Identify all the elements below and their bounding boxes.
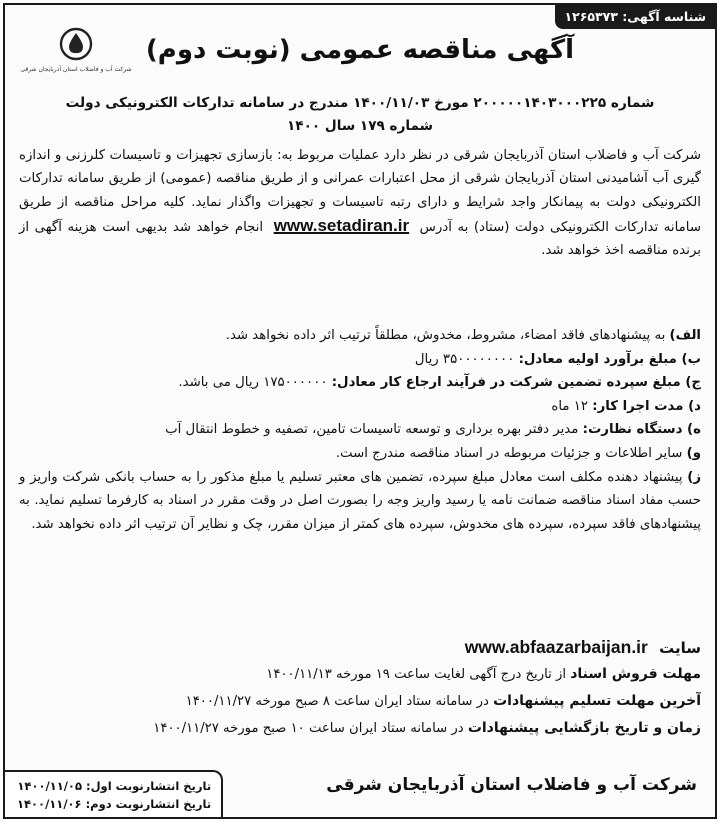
deadlines-list xyxy=(19,661,701,742)
condition-c xyxy=(19,371,701,395)
condition-b-text: ۳۵۰۰۰۰۰۰۰۰ ریال xyxy=(414,351,515,367)
reference-line-1: شماره ۲۰۰۰۰۰۱۴۰۳۰۰۰۲۲۵ مورخ ۱۴۰۰/۱۱/۰۳ مندرج در سامانه تدارکات الکترونیکی دولت xyxy=(65,95,655,111)
deadline-text: از تاریخ درج آگهی لغایت ساعت ۱۹ مورخه ۱۴۰۰/۱۱/۱۳ xyxy=(266,667,566,682)
publication-first xyxy=(17,777,211,795)
condition-a-label: الف) xyxy=(669,328,701,343)
deadline-label: زمان و تاریخ بازگشایی پیشنهادات xyxy=(467,720,701,736)
condition-d-label: د) مدت اجرا کار: xyxy=(592,398,701,414)
tender-ad xyxy=(3,3,717,819)
deadline-label: آخرین مهلت تسلیم پیشنهادات xyxy=(493,693,701,709)
publication-dates-box xyxy=(5,770,223,817)
condition-g-label: ز) xyxy=(687,469,701,485)
condition-a-text: به پیشنهادهای فاقد امضاء، مشروط، مخدوش، مطلقاً ترتیب اثر داده نخواهد شد. xyxy=(225,328,666,343)
tender-reference xyxy=(21,92,699,138)
reference-line-2: شماره ۱۷۹ سال ۱۴۰۰ xyxy=(286,118,433,134)
condition-g xyxy=(19,466,701,537)
condition-b xyxy=(19,348,701,372)
deadline-document-sale xyxy=(19,661,701,688)
condition-e xyxy=(19,418,701,442)
intro-text: شرکت آب و فاضلاب استان آذربایجان شرقی در نظر دارد عملیات مربوط به: بازسازی تجهیزات و تاسیسات کلرزنی و اندازه گیری آب آشامیدنی استان آذربایجان شرقی از محل اعتبارات عمرانی و از طریق مناقصه (عمومی) از طریق سامانه تدارکات الکترونیکی دولت به پیمانکار واجد شرایط و دارای رتبه تاسیسات و تجهیزات واگذار نماید. کلیه مراحل مناقصه از طریق سامانه تدارکات الکترونیکی دولت (ستاد) به آدرس xyxy=(19,148,701,235)
conditions-list xyxy=(19,324,701,536)
deadline-text: در سامانه ستاد ایران ساعت ۸ صبح مورخه ۱۴۰۰/۱۱/۲۷ xyxy=(185,694,489,709)
condition-f-text: سایر اطلاعات و جزئیات مربوطه در اسناد مناقصه مندرج است. xyxy=(335,445,683,461)
deadline-text: در سامانه ستاد ایران ساعت ۱۰ صبح مورخه ۱۴۰۰/۱۱/۲۷ xyxy=(153,721,464,736)
condition-d xyxy=(19,395,701,419)
website-row xyxy=(19,637,701,658)
condition-e-label: ه) دستگاه نظارت: xyxy=(582,422,701,438)
publication-first-label: تاریخ انتشارنوبت اول: xyxy=(85,779,212,793)
publication-second-label: تاریخ انتشارنوبت دوم: xyxy=(85,797,212,811)
condition-f-label: و) xyxy=(686,445,701,461)
website-link[interactable]: www.abfaazarbaijan.ir xyxy=(464,637,648,657)
publication-second xyxy=(17,795,211,813)
condition-f xyxy=(19,442,701,466)
intro-paragraph xyxy=(19,144,701,262)
condition-c-label: ج) مبلغ سپرده تضمین شرکت در فرآیند ارجاع کار معادل: xyxy=(331,375,701,391)
publication-second-date: ۱۴۰۰/۱۱/۰۶ xyxy=(17,797,82,811)
condition-b-label: ب) مبلغ برآورد اولیه معادل: xyxy=(518,351,701,367)
page-title: آگهی مناقصه عمومی (نوبت دوم) xyxy=(145,35,575,65)
condition-a xyxy=(19,324,701,348)
condition-d-text: ۱۲ ماه xyxy=(551,398,589,414)
publication-first-date: ۱۴۰۰/۱۱/۰۵ xyxy=(17,779,82,793)
intro-text-end: انجام خواهد شد بدیهی است هزینه آگهی از برنده مناقصه اخذ خواهد شد. xyxy=(19,219,701,259)
deadline-label: مهلت فروش اسناد xyxy=(570,666,701,682)
condition-e-text: مدیر دفتر بهره برداری و توسعه تاسیسات تامین، تصفیه و خطوط انتقال آب xyxy=(165,422,579,438)
deadline-bid-submission xyxy=(19,688,701,715)
footer-company-name: شرکت آب و فاضلاب استان آذربایجان شرقی xyxy=(326,775,697,795)
condition-g-text: پیشنهاد دهنده مکلف است معادل مبلغ سپرده، تضمین های معتبر تسلیم یا مبلغ مذکور را به حساب بانکی شرکت واریز و حسب مفاد اسناد مناقصه ضمانت نامه یا رسید واریز وجه را بصورت اصل در وقت مقرر در اسناد به کارفرما تسلیم نماید. به پیشنهادهای فاقد سپرده، سپرده های مخدوش، سپرده های کمتر از میزان مقرر، چک و نظایر آن ترتیب اثر داده نخواهد شد. xyxy=(19,469,701,532)
deadline-bid-opening xyxy=(19,715,701,742)
condition-c-text: ۱۷۵۰۰۰۰۰۰ ریال می باشد. xyxy=(178,375,328,391)
logo-caption: شرکت آب و فاضلاب استان آذربایجان شرقی xyxy=(20,66,132,73)
website-label: سایت xyxy=(659,639,701,657)
setadiran-link[interactable]: www.setadiran.ir xyxy=(273,215,410,235)
ad-id-badge: شناسه آگهی: ۱۲۶۵۳۷۳ xyxy=(555,5,715,29)
